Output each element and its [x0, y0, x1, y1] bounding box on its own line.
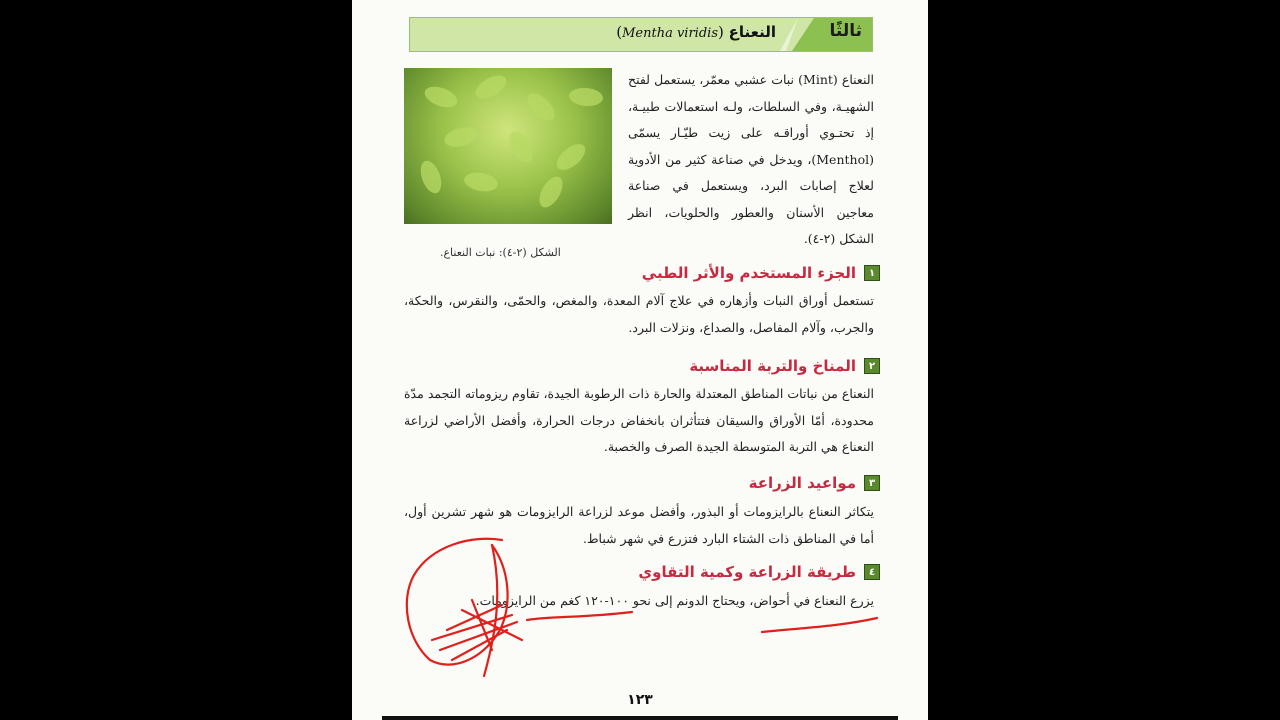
page-number: ١٢٣ — [627, 692, 653, 708]
intro-paragraph: النعناع (Mint) نبات عشبي معمّر، يستعمل لفتح الشهيـة، وفي السلطات، ولـه استعمالات طبيـة، إذ تحتـوي أوراقـه على زيت طيّـار يسمّى (Menthol)، ويدخل في صناعة كثير من الأدوية لعلاج إصابات البرد، ويستعمل في صناعة معاجين الأسنان والعطور والحلويات، انظر الشكل (٢-٤). — [628, 72, 874, 246]
section-heading-1 — [642, 264, 880, 282]
section-heading-text: مواعيد الزراعة — [748, 474, 856, 492]
section-number-badge: ٢ — [864, 358, 880, 374]
section-heading-4 — [638, 563, 880, 581]
section-number-badge: ٤ — [864, 564, 880, 580]
section-1-paragraph: تستعمل أوراق النبات وأزهاره في علاج آلام المعدة، والمغص، والحمّى، والنقرس، والحكة، والجرب، وآلام المفاصل، والصداع، ونزلات البرد. — [404, 293, 874, 335]
bottom-rule — [382, 716, 898, 720]
section-heading-3 — [749, 474, 880, 492]
textbook-page — [352, 0, 928, 720]
section-number-badge: ١ — [864, 265, 880, 281]
section-heading-text: الجزء المستخدم والأثر الطبي — [641, 264, 856, 282]
section-heading-text: المناخ والتربة المناسبة — [689, 357, 856, 375]
section-2-paragraph: النعناع من نباتات المناطق المعتدلة والحارة ذات الرطوبة الجيدة، تقاوم ريزوماته التجمد مدّة محدودة، أمّا الأوراق والسيقان فتتأثران بانخفاض درجات الحرارة، وأفضل الأراضي لزراعة النعناع هي التربة المتوسطة الجيدة الصرف والخصبة. — [404, 386, 874, 454]
section-number-badge: ٣ — [864, 475, 880, 491]
section-heading-2 — [689, 357, 880, 375]
mint-leaves-photo — [404, 68, 612, 224]
section-heading-text: طريقة الزراعة وكمية التقاوي — [638, 563, 856, 581]
section-4-paragraph: يزرع النعناع في أحواض، ويحتاج الدونم إلى نحو ١٠٠-١٢٠ كغم من الرايزومات. — [475, 593, 874, 608]
section-title-bar — [409, 17, 873, 52]
latin-name: Mentha viridis — [622, 26, 718, 41]
section-3-paragraph: يتكاثر النعناع بالرايزومات أو البذور، وأفضل موعد لزراعة الرايزومات هو شهر تشرين أول، أما في المناطق ذات الشتاء البارد فتزرع في شهر شباط. — [404, 504, 874, 546]
figure-caption: الشكل (٢-٤): نبات النعناع. — [440, 246, 561, 259]
title-ordinal: ثالثًا — [829, 21, 862, 41]
plant-name: النعناع — [728, 23, 776, 41]
page-title: النعناع (Mentha viridis) — [616, 23, 776, 41]
